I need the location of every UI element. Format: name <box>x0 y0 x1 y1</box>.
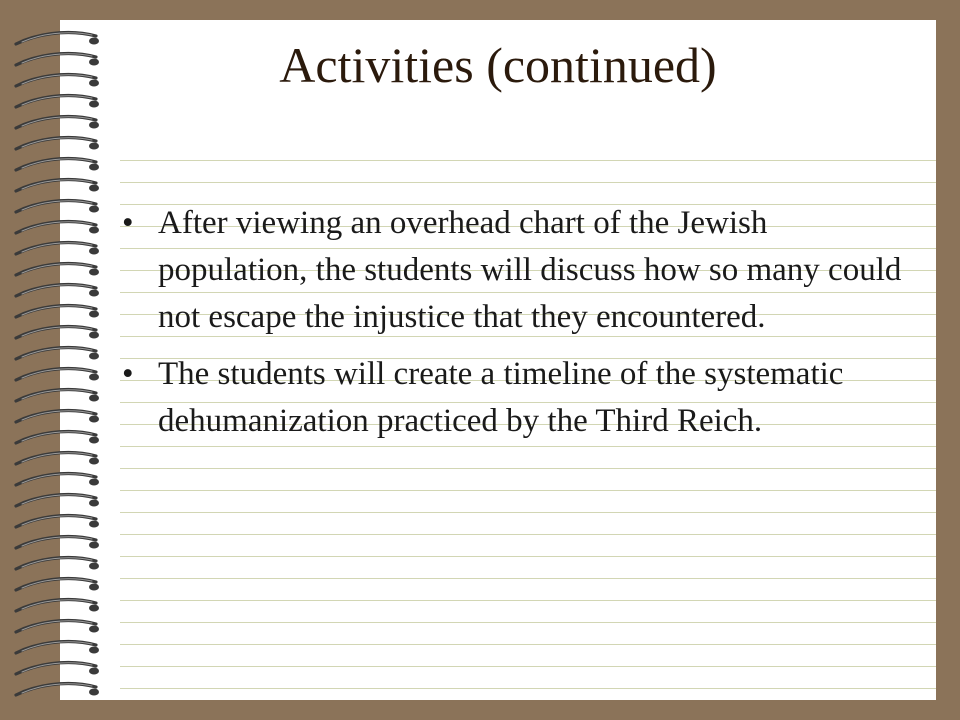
spiral-ring <box>16 578 99 590</box>
bullet-text: After viewing an overhead chart of the Jewish population, the students will discuss how so many could not escape the injustice that they encountered. <box>158 205 902 335</box>
spiral-ring <box>16 641 99 653</box>
spiral-ring <box>16 536 99 548</box>
spiral-ring <box>16 116 99 128</box>
spiral-ring <box>16 662 99 674</box>
spiral-ring <box>16 515 99 527</box>
spiral-ring <box>16 599 99 611</box>
bullet-dot-icon: • <box>122 356 134 392</box>
bullet-item <box>118 351 918 445</box>
spiral-ring <box>16 200 99 212</box>
spiral-ring <box>16 326 99 338</box>
bullet-list <box>118 200 918 455</box>
spiral-ring <box>16 557 99 569</box>
spiral-ring <box>16 95 99 107</box>
bullet-text: The students will create a timeline of the systematic dehumanization practiced by the Third Reich. <box>158 356 844 439</box>
spiral-ring <box>16 620 99 632</box>
spiral-ring <box>16 221 99 233</box>
spiral-ring <box>16 431 99 443</box>
spiral-binding-icon <box>0 0 120 720</box>
spiral-ring <box>16 242 99 254</box>
spiral-ring <box>16 179 99 191</box>
slide-title: Activities (continued) <box>279 37 717 93</box>
spiral-ring <box>16 389 99 401</box>
bullet-item <box>118 200 918 341</box>
spiral-ring <box>16 263 99 275</box>
bullet-dot-icon: • <box>122 205 134 241</box>
spiral-ring <box>16 284 99 296</box>
spiral-ring <box>16 158 99 170</box>
spiral-ring <box>16 368 99 380</box>
spiral-ring <box>16 683 99 695</box>
spiral-ring <box>16 137 99 149</box>
spiral-ring <box>16 410 99 422</box>
spiral-ring <box>16 473 99 485</box>
spiral-ring <box>16 305 99 317</box>
spiral-ring <box>16 452 99 464</box>
spiral-ring <box>16 494 99 506</box>
spiral-ring <box>16 347 99 359</box>
